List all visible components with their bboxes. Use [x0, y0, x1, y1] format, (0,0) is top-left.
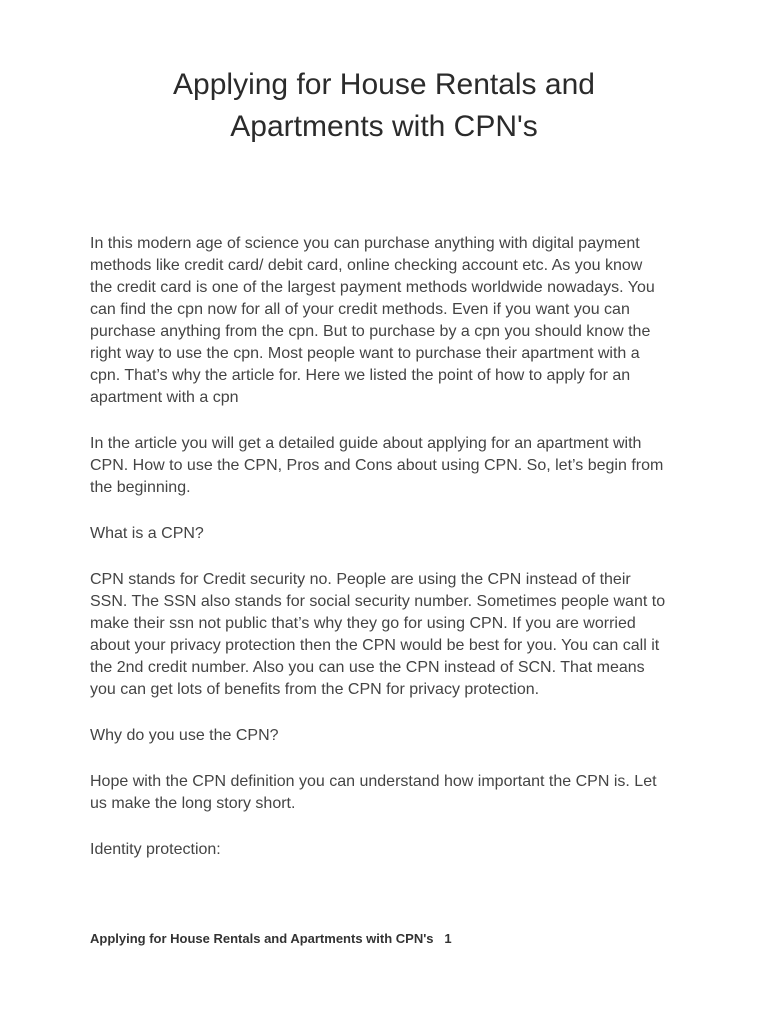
paragraph-guide: [90, 433, 690, 499]
text-line: cpn. That’s why the article for. Here we listed the point of how to apply for an: [90, 367, 631, 384]
text-line: the 2nd credit number. Also you can use the CPN instead of SCN. That means: [90, 659, 645, 676]
heading-what-is-cpn: [90, 523, 690, 545]
heading-why-use-cpn: [90, 725, 690, 747]
text-line: What is a CPN?: [90, 525, 204, 542]
document-title: [90, 64, 678, 148]
text-line: apartment with a cpn: [90, 389, 239, 406]
text-line: CPN. How to use the CPN, Pros and Cons about using CPN. So, let’s begin from: [90, 457, 664, 474]
text-line: Hope with the CPN definition you can understand how important the CPN is. Let: [90, 773, 657, 790]
text-line: you can get lots of benefits from the CPN for privacy protection.: [90, 681, 540, 698]
paragraph-intro: [90, 233, 690, 409]
text-line: Why do you use the CPN?: [90, 727, 279, 744]
text-line: can find the cpn now for all of your credit methods. Even if you want you can: [90, 301, 630, 318]
text-line: the credit card is one of the largest payment methods worldwide nowadays. You: [90, 279, 655, 296]
title-line: Apartments with CPN's: [230, 110, 538, 143]
text-line: right way to use the cpn. Most people want to purchase their apartment with a: [90, 345, 640, 362]
text-line: SSN. The SSN also stands for social security number. Sometimes people want to: [90, 593, 666, 610]
footer-title: Applying for House Rentals and Apartments with CPN's: [90, 931, 434, 946]
heading-identity-protection: [90, 839, 690, 861]
page-footer: [90, 931, 452, 946]
title-line: Applying for House Rentals and: [173, 68, 595, 101]
paragraph-cpn-definition: [90, 569, 690, 701]
text-line: In this modern age of science you can purchase anything with digital payment: [90, 235, 640, 252]
text-line: CPN stands for Credit security no. People are using the CPN instead of their: [90, 571, 631, 588]
text-line: methods like credit card/ debit card, online checking account etc. As you know: [90, 257, 643, 274]
text-line: about your privacy protection then the CPN would be best for you. You can call it: [90, 637, 660, 654]
text-line: the beginning.: [90, 479, 191, 496]
document-body: [90, 233, 690, 885]
text-line: make their ssn not public that’s why they go for using CPN. If you are worried: [90, 615, 636, 632]
paragraph-hope: [90, 771, 690, 815]
text-line: purchase anything from the cpn. But to purchase by a cpn you should know the: [90, 323, 651, 340]
text-line: Identity protection:: [90, 841, 221, 858]
page-number: 1: [444, 931, 452, 946]
text-line: In the article you will get a detailed guide about applying for an apartment with: [90, 435, 642, 452]
text-line: us make the long story short.: [90, 795, 296, 812]
